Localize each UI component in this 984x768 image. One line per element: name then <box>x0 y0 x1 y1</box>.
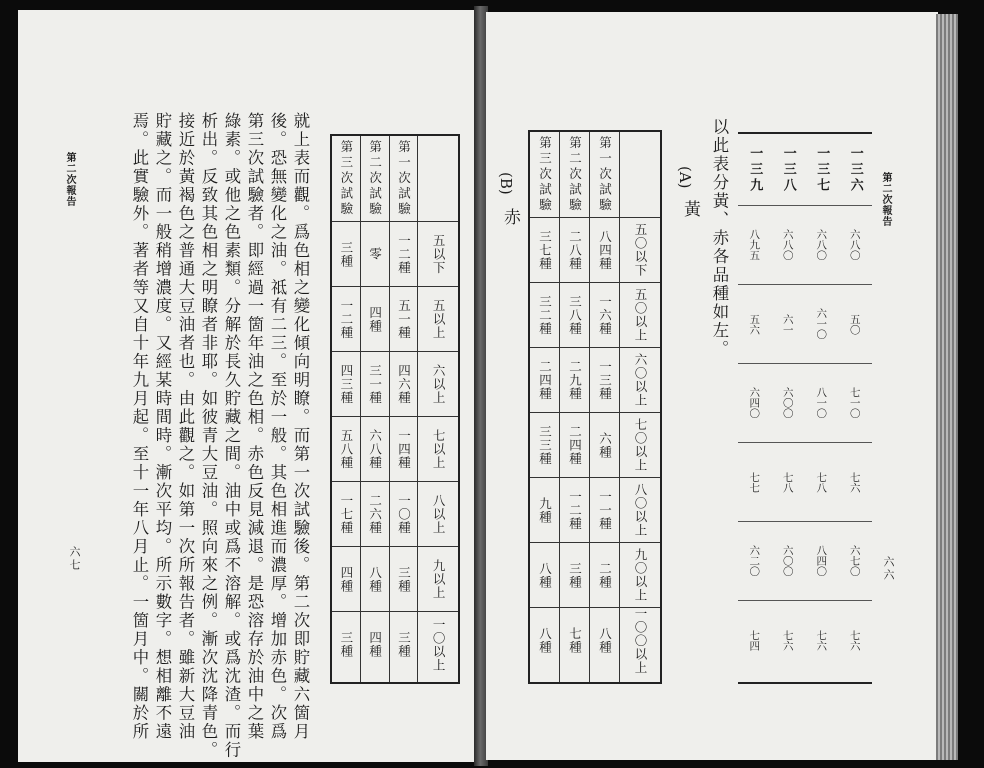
table-b-test-3 <box>332 136 360 682</box>
table-b-cell: 三種 <box>332 222 360 287</box>
table-b-cell: 五八種 <box>332 417 360 482</box>
table-continued-col <box>772 134 806 682</box>
table-a-cell: 二八種 <box>560 218 589 283</box>
table-a-cell: 三七種 <box>530 218 559 283</box>
table-a-range: 一〇〇以上 <box>633 606 648 675</box>
table-continued-col <box>805 134 839 682</box>
table-b-cell: 零 <box>361 222 389 287</box>
table-a-range: 五〇以下 <box>620 218 660 283</box>
table-continued-cell: 八一〇 <box>805 364 839 443</box>
table-b-range: 五以上 <box>418 287 458 352</box>
table-a-range: 六〇以上 <box>620 348 660 413</box>
table-b-cell: 五一種 <box>390 287 418 352</box>
body-column-6: 接近於黃褐色之普通大豆油者也。由此觀之。如第一次所報告者。雖新大豆油 <box>176 112 195 741</box>
table-b-test-1-header: 第一次試驗 <box>390 136 418 222</box>
table-continued-cell: 七一〇 <box>839 364 873 443</box>
table-continued-cell: 六〇〇 <box>772 364 806 443</box>
table-a-corner <box>620 132 660 218</box>
table-a-cell: 八種 <box>597 627 613 654</box>
body-column-3: 第三次試驗者。即經過一箇年油之色相。赤色反見減退。是恐溶存於油中之葉 <box>245 112 264 741</box>
table-continued-header: 一三九 <box>738 134 772 206</box>
table-b-range: 七以上 <box>418 417 458 482</box>
table-a-cell: 二種 <box>590 543 619 608</box>
table-b <box>330 134 460 684</box>
table-a-cell: 一三種 <box>590 348 619 413</box>
table-a-cell: 六種 <box>590 413 619 478</box>
table-a-header-col <box>619 132 660 682</box>
table-continued-cell: 六八〇 <box>839 206 873 285</box>
table-b-range: 五以下 <box>418 222 458 287</box>
table-b-cell: 四種 <box>367 631 383 658</box>
table-continued-col <box>839 134 873 682</box>
table-b-cell: 一四種 <box>390 417 418 482</box>
table-b-range: 一〇以上 <box>431 617 447 672</box>
table-continued-cell: 五六 <box>738 285 772 364</box>
table-b-cell: 二六種 <box>361 482 389 547</box>
table-a-test-3-header: 第三次試驗 <box>530 132 559 218</box>
table-a-cell: 八四種 <box>590 218 619 283</box>
table-continued-cell: 六八〇 <box>805 206 839 285</box>
table-b-cell: 八種 <box>361 547 389 612</box>
table-continued-cell: 七六 <box>815 630 828 651</box>
table-b-cell: 一〇種 <box>390 482 418 547</box>
table-a-cell: 一一種 <box>590 478 619 543</box>
table-b-test-3-header: 第三次試驗 <box>332 136 360 222</box>
table-b-cell: 四三種 <box>332 352 360 417</box>
table-continued-cell: 七八 <box>772 443 806 522</box>
table-a-range: 五〇以上 <box>620 283 660 348</box>
table-b-cell: 一七種 <box>332 482 360 547</box>
table-continued-cell: 六四〇 <box>738 364 772 443</box>
table-a-test-2 <box>559 132 589 682</box>
table-a-range: 九〇以上 <box>620 543 660 608</box>
table-a-cell: 三三種 <box>530 413 559 478</box>
table-a-test-3 <box>530 132 559 682</box>
page-edges <box>936 14 958 760</box>
table-continued-header: 一三八 <box>772 134 806 206</box>
table-continued <box>738 132 872 684</box>
table-a-test-2-header: 第二次試驗 <box>560 132 589 218</box>
table-continued-cell: 六一 <box>772 285 806 364</box>
table-continued-cell: 六七〇 <box>839 522 873 601</box>
table-a-cell: 九種 <box>530 478 559 543</box>
label-red: 赤 <box>500 208 520 225</box>
table-b-cell: 三一種 <box>361 352 389 417</box>
table-a-cell: 八種 <box>537 627 553 654</box>
table-continued-cell: 六二〇 <box>738 522 772 601</box>
table-b-cell: 四六種 <box>390 352 418 417</box>
label-a: (A) <box>676 166 694 189</box>
table-b-header-col <box>417 136 458 682</box>
table-b-cell: 四種 <box>361 287 389 352</box>
label-yellow: 黃 <box>680 200 700 217</box>
label-b: (B) <box>497 172 515 195</box>
table-a-cell: 二四種 <box>530 348 559 413</box>
body-column-7: 貯藏之。而一般稍增濃度。又經某時間時。漸次平均。所示數字。想相離不遠 <box>153 112 172 741</box>
table-a-cell: 三八種 <box>560 283 589 348</box>
body-column-1: 就上表而觀。爲色相之變化傾向明瞭。而第一次試驗後。第二次即貯藏六箇月 <box>291 112 310 741</box>
table-a <box>528 130 662 684</box>
table-a-cell: 一六種 <box>590 283 619 348</box>
table-continued-cell: 五〇 <box>839 285 873 364</box>
table-continued-header: 一三七 <box>805 134 839 206</box>
table-continued-cell: 七七 <box>738 443 772 522</box>
table-b-cell: 三種 <box>396 631 412 658</box>
table-continued-cell: 七六 <box>848 630 861 651</box>
table-continued-cell: 六〇〇 <box>772 522 806 601</box>
table-continued-header: 一三六 <box>839 134 873 206</box>
table-b-cell: 一二種 <box>390 222 418 287</box>
table-a-range: 七〇以上 <box>620 413 660 478</box>
body-column-2: 後。恐無變化之油。祗有二三。至於一般。其色相進而濃厚。增加赤色。次爲 <box>268 112 287 741</box>
table-continued-cell: 六八〇 <box>772 206 806 285</box>
table-a-cell: 一二種 <box>560 478 589 543</box>
table-b-range: 九以上 <box>418 547 458 612</box>
table-a-cell: 三種 <box>560 543 589 608</box>
table-continued-cell: 八九五 <box>738 206 772 285</box>
table-continued-cell: 七四 <box>748 630 761 651</box>
body-column-8: 焉。此實驗外。著者等又自十年九月起。至十一年八月止。一箇月中。關於所 <box>130 112 149 741</box>
table-b-corner <box>418 136 458 222</box>
table-b-range: 八以上 <box>418 482 458 547</box>
table-b-test-1 <box>389 136 418 682</box>
table-a-test-1 <box>589 132 619 682</box>
table-a-cell: 七種 <box>567 627 583 654</box>
right-running-head: 第二次報告 <box>880 172 891 227</box>
table-b-cell: 三種 <box>338 631 354 658</box>
table-a-cell: 二四種 <box>560 413 589 478</box>
table-a-test-1-header: 第一次試驗 <box>590 132 619 218</box>
right-page-number: 六六 <box>882 556 895 582</box>
table-b-cell: 六八種 <box>361 417 389 482</box>
table-continued-cell: 七六 <box>781 630 794 651</box>
left-running-head: 第二次報告 <box>64 152 75 207</box>
intro-sentence: 以此表分黃、赤各品種如左。 <box>710 118 729 359</box>
table-b-cell: 一二種 <box>332 287 360 352</box>
table-b-test-2 <box>360 136 389 682</box>
body-column-5: 析出。反致其色相之明瞭者非耶。如彼青大豆油。照向來之例。漸次沈降青色。 <box>199 112 218 760</box>
left-page-number: 六七 <box>68 546 81 572</box>
table-a-cell: 二九種 <box>560 348 589 413</box>
table-b-range: 六以上 <box>418 352 458 417</box>
table-continued-cell: 七八 <box>805 443 839 522</box>
body-column-4: 綠素。或他之色素類。分解於長久貯藏之間。油中或爲不溶解。或爲沈渣。而行 <box>222 112 241 760</box>
table-a-range: 八〇以上 <box>620 478 660 543</box>
table-continued-cell: 六一〇 <box>805 285 839 364</box>
table-continued-col <box>738 134 772 682</box>
table-a-cell: 八種 <box>530 543 559 608</box>
table-b-cell: 四種 <box>332 547 360 612</box>
table-continued-cell: 七六 <box>839 443 873 522</box>
table-b-test-2-header: 第二次試驗 <box>361 136 389 222</box>
table-a-cell: 三二種 <box>530 283 559 348</box>
table-continued-cell: 八四〇 <box>805 522 839 601</box>
table-b-cell: 三種 <box>390 547 418 612</box>
